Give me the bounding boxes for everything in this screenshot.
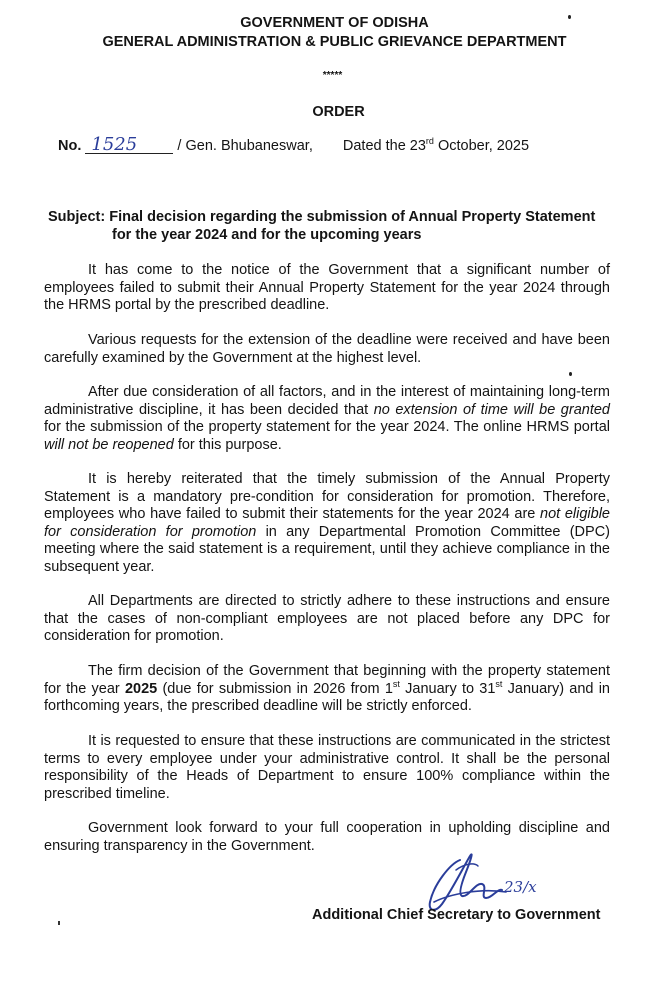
order-number: 1525	[85, 137, 173, 154]
paragraph-3: After due consideration of all factors, and in the interest of maintaining long-term administrative discipline, it has been decided that no extension of time will be granted for the submission of the property statement for the year 2024. The online HRMS portal will not be reopened for this purpose.	[44, 384, 610, 453]
subject-label: Subject:	[48, 209, 106, 225]
ink-speck	[569, 372, 572, 376]
paragraph-7: It is requested to ensure that these instructions are communicated in the strictest terms to every employee under your administrative control. It shall be the personal responsibility of the Heads of Department to ensure 100% compliance within the prescribed timeline.	[44, 733, 610, 802]
order-date: Dated the 23rd October, 2025	[342, 136, 530, 154]
order-title: ORDER	[312, 104, 365, 120]
department-heading: GENERAL ADMINISTRATION & PUBLIC GRIEVANCE DEPARTMENT	[102, 34, 567, 50]
paragraph-4: It is hereby reiterated that the timely submission of the Annual Property Statement is a mandatory pre-condition for consideration for promotion. Therefore, employees who have failed to submit their statements for the year 2024 are not eligible for consideration for promotion in any Departmental Promotion Committee (DPC) meeting where the said statement is a requirement, until they achieve compliance in the subsequent year.	[44, 471, 610, 575]
number-label: No.	[58, 138, 82, 154]
paragraph-8: Government look forward to your full cooperation in upholding discipline and ensuring transparency in the Government.	[44, 820, 610, 854]
paragraph-2: Various requests for the extension of the deadline were received and have been carefully examined by the Government at the highest level.	[44, 332, 610, 366]
government-heading: GOVERNMENT OF ODISHA	[240, 15, 429, 31]
subject-block	[48, 208, 614, 244]
reference-line	[58, 134, 618, 155]
separator-stars: *****	[322, 70, 343, 81]
subject-line-2: for the year 2024 and for the upcoming years	[112, 227, 422, 243]
signatory-designation: Additional Chief Secretary to Government	[312, 907, 601, 923]
paragraph-5: All Departments are directed to strictly adhere to these instructions and ensure that the cases of non-compliant employees are not placed before any DPC for consideration for promotion.	[44, 593, 610, 644]
ink-speck	[58, 921, 60, 925]
svg-text:23/x: 23/x	[504, 878, 537, 896]
paragraph-6: The firm decision of the Government that beginning with the property statement for the year 2025 (due for submission in 2026 from 1st January to 31st January) and in forthcoming years, the prescribed deadline will be strictly enforced.	[44, 663, 610, 714]
paragraph-1: It has come to the notice of the Government that a significant number of employees failed to submit their Annual Property Statement for the year 2024 through the HRMS portal by the prescribed deadline.	[44, 262, 610, 313]
subject-line-1: Final decision regarding the submission of Annual Property Statement	[109, 209, 596, 225]
reference-place: / Gen. Bhubaneswar,	[177, 138, 313, 154]
